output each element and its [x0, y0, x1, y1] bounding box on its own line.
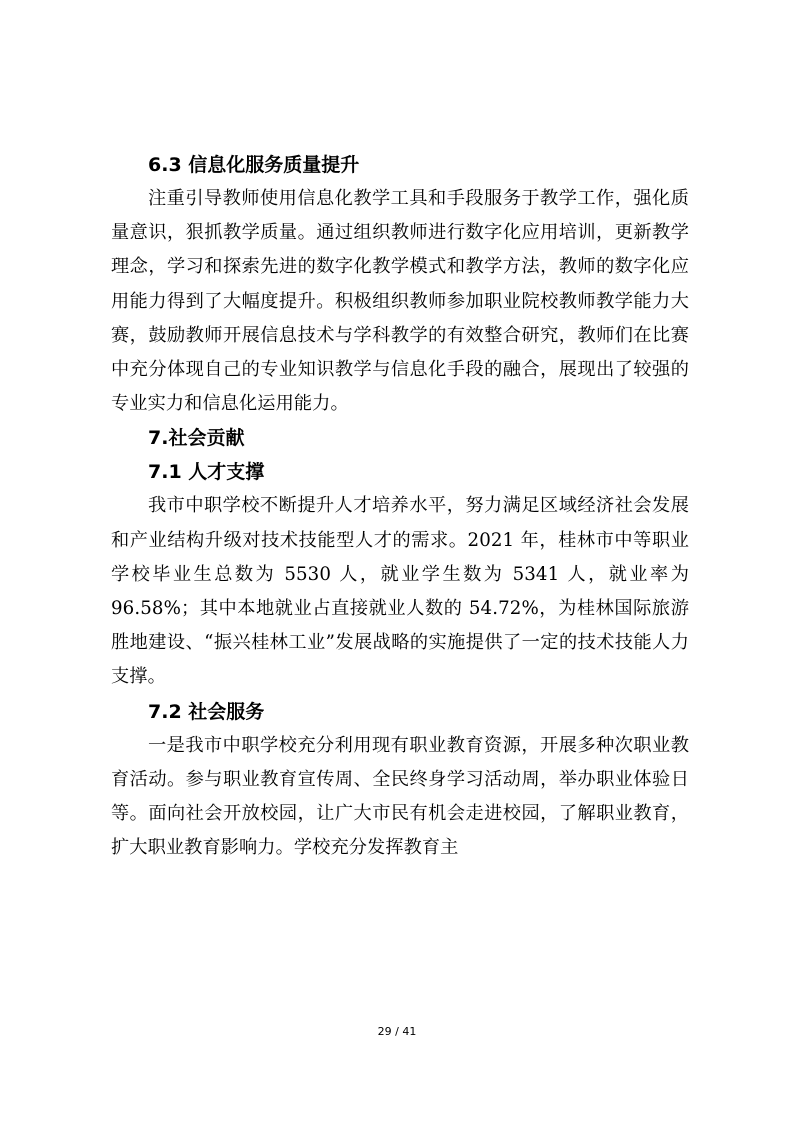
section-body-7-2: 一是我市中职学校充分利用现有职业教育资源，开展多种次职业教育活动。参与职业教育宣传周、全民终身学习活动周，举办职业体验日等。面向社会开放校园，让广大市民有机会走进校园，了解职业教育，扩大职业教育影响力。学校充分发挥教育主 [111, 734, 689, 859]
section-heading-7: 7.社会贡献 [148, 427, 245, 450]
page-number: 29 / 41 [377, 1025, 417, 1038]
section-body-6-3: 注重引导教师使用信息化教学工具和手段服务于教学工作，强化质量意识，狠抓教学质量。通过组织教师进行数字化应用培训，更新教学理念，学习和探索先进的数字化教学模式和教学方法，教师的数字化应用能力得到了大幅度提升。积极组织教师参加职业院校教师教学能力大赛，鼓励教师开展信息技术与学科教学的有效整合研究，教师们在比赛中充分体现自己的专业知识教学与信息化手段的融合，展现出了较强的专业实力和信息化运用能力。 [111, 188, 689, 415]
section-heading-7-1: 7.1 人才支撑 [148, 461, 265, 484]
section-body-7-1: 我市中职学校不断提升人才培养水平，努力满足区域经济社会发展和产业结构升级对技术技能型人才的需求。2021 年，桂林市中等职业学校毕业生总数为 5530 人，就业学生数为 5341 人，就业率为 96.58%；其中本地就业占直接就业人数的 54.72%，为桂林国际旅游胜地建设、“振兴桂林工业”发展战略的实施提供了一定的技术技能人力支撑。 [111, 495, 689, 688]
page-content [111, 148, 689, 865]
section-heading-6-3: 6.3 信息化服务质量提升 [148, 154, 360, 176]
section-heading-7-2: 7.2 社会服务 [148, 700, 265, 723]
